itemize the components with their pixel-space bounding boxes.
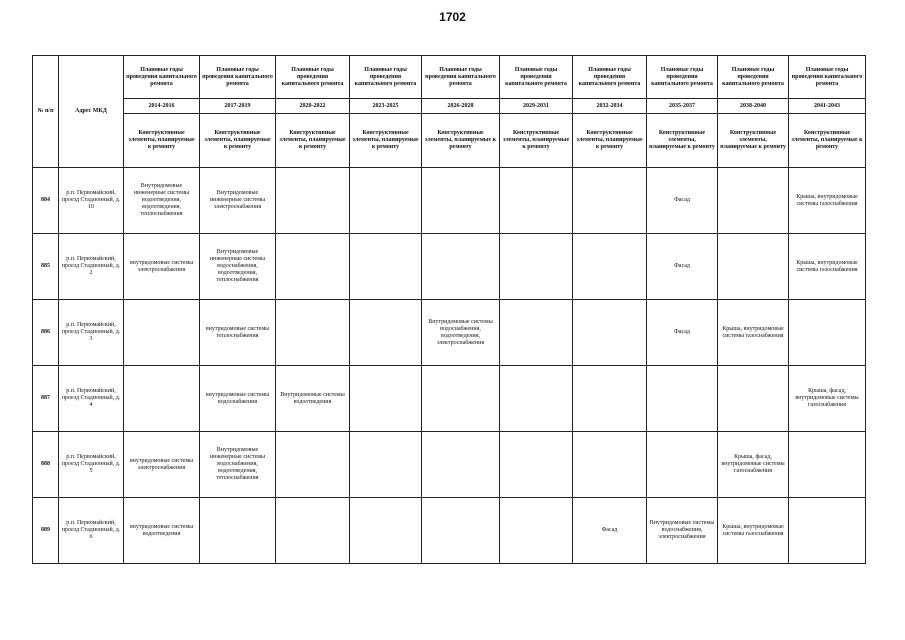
- repair-cell: внутридомовые системы водоснабжения: [200, 366, 276, 432]
- page-number: 1702: [439, 10, 466, 24]
- repair-cell: [573, 366, 647, 432]
- header-elements: Конструктивные элементы, планируемые к ремонту: [350, 114, 422, 168]
- repair-cell: [276, 498, 350, 564]
- row-address: р.п. Первомайский, проезд Стадионный, д. 5: [59, 432, 124, 498]
- repair-cell: Крыша, внутридомовые системы газоснабжения: [718, 300, 789, 366]
- repair-cell: Крыша, внутридомовые системы газоснабжения: [789, 234, 866, 300]
- repair-cell: [422, 168, 500, 234]
- repair-cell: [276, 234, 350, 300]
- header-plan: Плановые годы проведения капитального ремонта: [718, 56, 789, 99]
- header-elements: Конструктивные элементы, планируемые к ремонту: [422, 114, 500, 168]
- table-body: [33, 168, 866, 564]
- header-elements: Конструктивные элементы, планируемые к ремонту: [718, 114, 789, 168]
- row-address: р.п. Первомайский, проезд Стадионный, д. 4: [59, 366, 124, 432]
- repair-cell: [573, 300, 647, 366]
- header-address: Адрес МКД: [59, 56, 124, 168]
- header-period: 2026-2028: [422, 99, 500, 114]
- repair-cell: [500, 432, 573, 498]
- repair-cell: Крыша, внутридомовые системы газоснабжения: [789, 168, 866, 234]
- header-period: 2029-2031: [500, 99, 573, 114]
- repair-cell: Внутридомовые инженерные системы электроснабжения: [200, 168, 276, 234]
- header-period: 2023-2025: [350, 99, 422, 114]
- table-header: [33, 56, 866, 168]
- header-plan: Плановые годы проведения капитального ремонта: [789, 56, 866, 99]
- row-number: 887: [33, 366, 59, 432]
- repair-cell: Внутридомовые системы водоснабжения, водоотведения, электроснабжения: [422, 300, 500, 366]
- repair-cell: Крыша, фасад, внутридомовые системы газоснабжения: [789, 366, 866, 432]
- repair-cell: Внутридомовые инженерные системы водоотведения, водоотведения, теплоснабжения: [124, 168, 200, 234]
- header-elements: Конструктивные элементы, планируемые к ремонту: [789, 114, 866, 168]
- header-period: 2038-2040: [718, 99, 789, 114]
- row-number: 885: [33, 234, 59, 300]
- repair-cell: [789, 498, 866, 564]
- repair-cell: [124, 300, 200, 366]
- repair-cell: [573, 432, 647, 498]
- repair-cell: Фасад: [647, 234, 718, 300]
- repair-cell: [422, 498, 500, 564]
- repair-cell: [350, 300, 422, 366]
- header-plan: Плановые годы проведения капитального ремонта: [500, 56, 573, 99]
- table-row: [33, 300, 866, 366]
- repair-cell: [124, 366, 200, 432]
- repair-cell: [647, 432, 718, 498]
- repair-cell: [573, 234, 647, 300]
- repair-cell: [500, 168, 573, 234]
- repair-cell: [350, 234, 422, 300]
- repair-cell: [350, 168, 422, 234]
- row-number: 888: [33, 432, 59, 498]
- repair-cell: Внутридомовые инженерные системы водоснабжения, водоотведения, теплоснабжения: [200, 432, 276, 498]
- header-elements: Конструктивные элементы, планируемые к ремонту: [124, 114, 200, 168]
- repair-cell: [350, 498, 422, 564]
- repair-cell: Крыша, фасад, внутридомовые системы газоснабжения: [718, 432, 789, 498]
- repair-cell: внутридомовые системы электроснабжения: [124, 234, 200, 300]
- table-row: [33, 366, 866, 432]
- repair-cell: [422, 234, 500, 300]
- repair-cell: [500, 234, 573, 300]
- header-elements: Конструктивные элементы, планируемые к ремонту: [276, 114, 350, 168]
- header-plan: Плановые годы проведения капитального ремонта: [573, 56, 647, 99]
- header-period: 2017-2019: [200, 99, 276, 114]
- header-plan: Плановые годы проведения капитального ремонта: [350, 56, 422, 99]
- repair-cell: [718, 168, 789, 234]
- table-row: [33, 234, 866, 300]
- repair-schedule-table: [32, 55, 866, 564]
- header-period: 2020-2022: [276, 99, 350, 114]
- repair-cell: [422, 432, 500, 498]
- header-num: № п/п: [33, 56, 59, 168]
- repair-cell: [718, 234, 789, 300]
- repair-cell: [276, 168, 350, 234]
- repair-cell: Внутридомовые инженерные системы водоснабжения, водоотведения, теплоснабжения: [200, 234, 276, 300]
- repair-cell: [500, 300, 573, 366]
- repair-cell: Фасад: [647, 168, 718, 234]
- repair-cell: [350, 366, 422, 432]
- repair-cell: [647, 366, 718, 432]
- row-address: р.п. Первомайский, проезд Стадионный, д. 10: [59, 168, 124, 234]
- repair-cell: внутридомовые системы теплоснабжения: [200, 300, 276, 366]
- repair-cell: [789, 300, 866, 366]
- header-plan: Плановые годы проведения капитального ремонта: [422, 56, 500, 99]
- repair-cell: Крыша, внутридомовые системы газоснабжения: [718, 498, 789, 564]
- row-address: р.п. Первомайский, проезд Стадионный, д. 2: [59, 234, 124, 300]
- repair-cell: [200, 498, 276, 564]
- header-elements: Конструктивные элементы, планируемые к ремонту: [573, 114, 647, 168]
- repair-cell: [276, 432, 350, 498]
- header-plan: Плановые годы проведения капитального ремонта: [276, 56, 350, 99]
- repair-cell: Внутридомовые системы водоотведения: [276, 366, 350, 432]
- repair-cell: [276, 300, 350, 366]
- header-period: 2035-2037: [647, 99, 718, 114]
- header-plan: Плановые годы проведения капитального ремонта: [647, 56, 718, 99]
- repair-cell: [573, 168, 647, 234]
- row-address: р.п. Первомайский, проезд Стадионный, д. 3: [59, 300, 124, 366]
- table-row: [33, 168, 866, 234]
- row-number: 884: [33, 168, 59, 234]
- header-period: 2032-2034: [573, 99, 647, 114]
- header-plan: Плановые годы проведения капитального ремонта: [200, 56, 276, 99]
- table-row: [33, 432, 866, 498]
- header-period: 2014-2016: [124, 99, 200, 114]
- row-number: 886: [33, 300, 59, 366]
- repair-cell: [500, 366, 573, 432]
- row-address: р.п. Первомайский, проезд Стадионный, д. 6: [59, 498, 124, 564]
- repair-cell: [422, 366, 500, 432]
- repair-cell: [500, 498, 573, 564]
- header-plan: Плановые годы проведения капитального ремонта: [124, 56, 200, 99]
- header-elements: Конструктивные элементы, планируемые к ремонту: [200, 114, 276, 168]
- repair-cell: [718, 366, 789, 432]
- repair-cell: [789, 432, 866, 498]
- row-number: 889: [33, 498, 59, 564]
- table-row: [33, 498, 866, 564]
- repair-cell: [350, 432, 422, 498]
- repair-cell: внутридомовые системы электроснабжения: [124, 432, 200, 498]
- header-elements: Конструктивные элементы, планируемые к ремонту: [647, 114, 718, 168]
- header-elements: Конструктивные элементы, планируемые к ремонту: [500, 114, 573, 168]
- repair-cell: Фасад: [647, 300, 718, 366]
- repair-cell: Фасад: [573, 498, 647, 564]
- repair-cell: Внутридомовые системы водоснабжения, электроснабжения: [647, 498, 718, 564]
- header-period: 2041-2043: [789, 99, 866, 114]
- repair-cell: внутридомовые системы водоотведения: [124, 498, 200, 564]
